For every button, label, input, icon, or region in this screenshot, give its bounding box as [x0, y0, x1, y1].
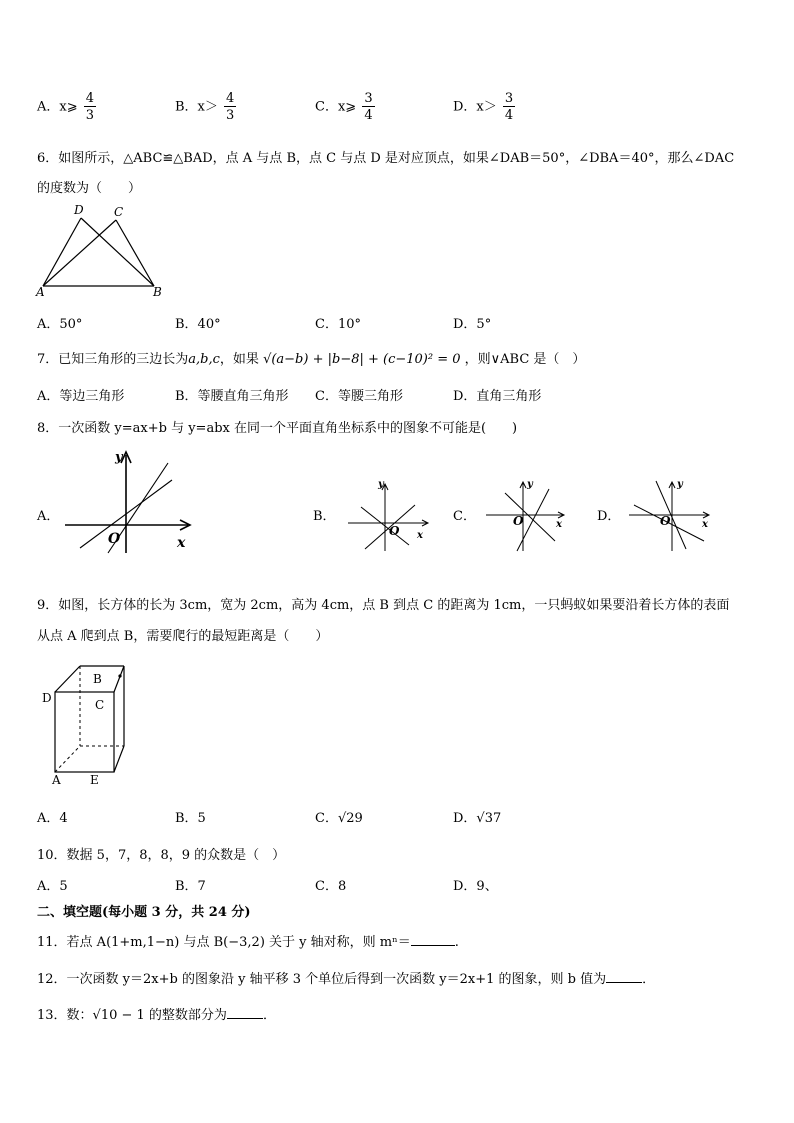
q6-label-c: C	[114, 205, 124, 219]
q6-option-c: C．10°	[315, 317, 361, 332]
q9-label-a: A	[52, 773, 61, 785]
q9-question-line2: 从点 A 爬到点 B，需要爬行的最短距离是（ ）	[37, 629, 329, 644]
q5-option-a-den: 3	[85, 108, 95, 123]
q11-text: 11．若点 A(1+m,1−n) 与点 B(−3,2) 关于 y 轴对称，则 mⁿ＝	[37, 935, 411, 950]
q10-option-a: A．5	[37, 879, 68, 894]
q9-edge-bottom-right	[114, 746, 124, 772]
q9-question-line1: 9．如图，长方体的长为 3cm，宽为 2cm，高为 4cm，点 B 到点 C 的距离为 1cm，一只蚂蚁如果要沿着长方体的表面	[37, 598, 730, 613]
q7-option-d: D．直角三角形	[453, 389, 542, 404]
q7-option-a: A．等边三角形	[37, 389, 125, 404]
q7-suffix: ，则∨ABC 是（ ）	[464, 352, 586, 367]
q6-segment-db	[81, 218, 154, 286]
q8-b-x-label: x	[417, 530, 423, 541]
q9-cuboid-figure	[38, 660, 138, 785]
q10-option-d: D．9、	[453, 879, 498, 894]
q8-b-origin-label: O	[389, 524, 400, 538]
q9-hidden-edge-bottom-left	[55, 746, 80, 772]
q10-option-b: B．7	[175, 879, 206, 894]
q5-option-c-fraction	[362, 92, 374, 122]
q7-prefix: 7．已知三角形的三边长为	[37, 352, 189, 367]
q13-text: 13．数：√10 − 1 的整数部分为	[37, 1008, 227, 1023]
q6-label-d: D	[74, 203, 84, 217]
q6-question-line1: 6．如图所示，△ABC≌△BAD，点 A 与点 B，点 C 与点 D 是对应顶点，如果∠DAB＝50°，∠DBA＝40°，那么∠DAC	[37, 151, 735, 166]
q7-question	[37, 348, 585, 367]
q6-label-b: B	[153, 285, 162, 299]
q7-equation: √(a−b) + |b−8| + (c−10)² = 0	[263, 352, 461, 367]
q8-option-d-label: D．	[597, 509, 621, 524]
q8-c-x-label: x	[556, 519, 562, 530]
q9-label-e: E	[90, 773, 99, 785]
q6-segment-ac	[43, 220, 116, 286]
q8-a-y-label: y	[115, 450, 123, 465]
q5-option-d	[453, 92, 517, 122]
q5-option-c-num: 3	[364, 91, 373, 106]
q6-question-line2: 的度数为（ ）	[37, 181, 142, 196]
q9-front-face	[55, 692, 114, 772]
q12-question: 12．一次函数 y＝2x+b 的图象沿 y 轴平移 3 个单位后得到一次函数 y＝2x+1 的图象，则 b 值为 ．	[37, 972, 656, 987]
q8-option-c-label: C．	[453, 509, 476, 524]
q5-option-d-num: 3	[504, 91, 514, 106]
section-2-heading: 二、填空题(每小题 3 分，共 24 分)	[37, 905, 251, 920]
q8-graph-b	[343, 475, 438, 555]
q5-option-c	[315, 92, 377, 122]
q8-graph-a	[60, 443, 200, 558]
q5-option-d-den: 4	[504, 108, 514, 123]
q9-label-b: B	[93, 672, 102, 686]
q12-text: 12．一次函数 y＝2x+b 的图象沿 y 轴平移 3 个单位后得到一次函数 y＝2x+1 的图象，则 b 值为	[37, 972, 607, 987]
q6-segment-cb	[116, 220, 154, 286]
q5-option-a-num: 4	[85, 91, 95, 106]
q8-a-origin-label: O	[108, 531, 121, 547]
q8-graph-c	[483, 475, 573, 555]
q5-option-d-label: D．x＞	[453, 99, 497, 115]
q9-option-c: C．√29	[315, 811, 363, 826]
q5-option-b	[175, 92, 238, 122]
q5-option-b-num: 4	[226, 91, 235, 106]
q5-option-c-den: 4	[364, 108, 373, 123]
q8-d-y-label: y	[677, 479, 683, 490]
q5-option-a	[37, 92, 98, 122]
q7-option-c: C．等腰三角形	[315, 389, 403, 404]
q9-label-c: C	[95, 698, 105, 712]
q8-option-b-label: B．	[313, 509, 336, 524]
q12-answer-blank[interactable]	[606, 971, 642, 983]
q13-answer-blank[interactable]	[227, 1007, 263, 1019]
q6-option-b: B．40°	[175, 317, 221, 332]
q7-mid: ，如果	[219, 352, 259, 367]
q6-segment-ad	[43, 218, 81, 286]
q5-option-d-fraction	[503, 92, 515, 122]
q9-option-d: D．√37	[453, 811, 502, 826]
q5-option-b-label: B．x＞	[175, 99, 218, 115]
q5-option-a-label: A．x⩾	[37, 99, 78, 115]
q5-option-a-fraction	[84, 92, 96, 122]
q8-option-a-label: A．	[37, 509, 60, 524]
q8-b-y-label: y	[378, 479, 384, 490]
q9-option-a: A．4	[37, 811, 68, 826]
q8-graph-d	[626, 475, 716, 555]
q6-option-a: A．50°	[37, 317, 83, 332]
q10-question: 10．数据 5，7，8，8，9 的众数是（ ）	[37, 848, 286, 863]
q9-label-d: D	[42, 691, 52, 705]
q9-point-b	[118, 674, 121, 677]
q6-triangle-figure	[30, 200, 170, 300]
q7-option-b: B．等腰直角三角形	[175, 389, 289, 404]
q9-edge-top-left	[55, 666, 80, 692]
q5-option-b-fraction	[224, 92, 236, 122]
q8-d-x-label: x	[702, 519, 708, 530]
q11-question: 11．若点 A(1+m,1−n) 与点 B(−3,2) 关于 y 轴对称，则 mⁿ＝ .	[37, 935, 459, 950]
q8-c-origin-label: O	[513, 514, 524, 528]
q6-label-a: A	[36, 285, 45, 299]
q9-option-b: B．5	[175, 811, 206, 826]
q5-option-b-den: 3	[226, 108, 235, 123]
q9-edge-top-right	[114, 666, 124, 692]
q8-c-y-label: y	[527, 479, 533, 490]
q10-option-c: C．8	[315, 879, 347, 894]
q7-vars: a,b,c	[188, 352, 220, 367]
q13-question: 13．数：√10 − 1 的整数部分为 ．	[37, 1008, 276, 1023]
q8-d-origin-label: O	[660, 514, 671, 528]
q6-option-d: D．5°	[453, 317, 492, 332]
q5-option-c-label: C．x⩾	[315, 99, 357, 115]
q11-answer-blank[interactable]	[411, 934, 455, 946]
q8-a-x-label: x	[177, 535, 186, 551]
q8-question: 8．一次函数 y=ax+b 与 y=abx 在同一个平面直角坐标系中的图象不可能是( )	[37, 421, 518, 436]
